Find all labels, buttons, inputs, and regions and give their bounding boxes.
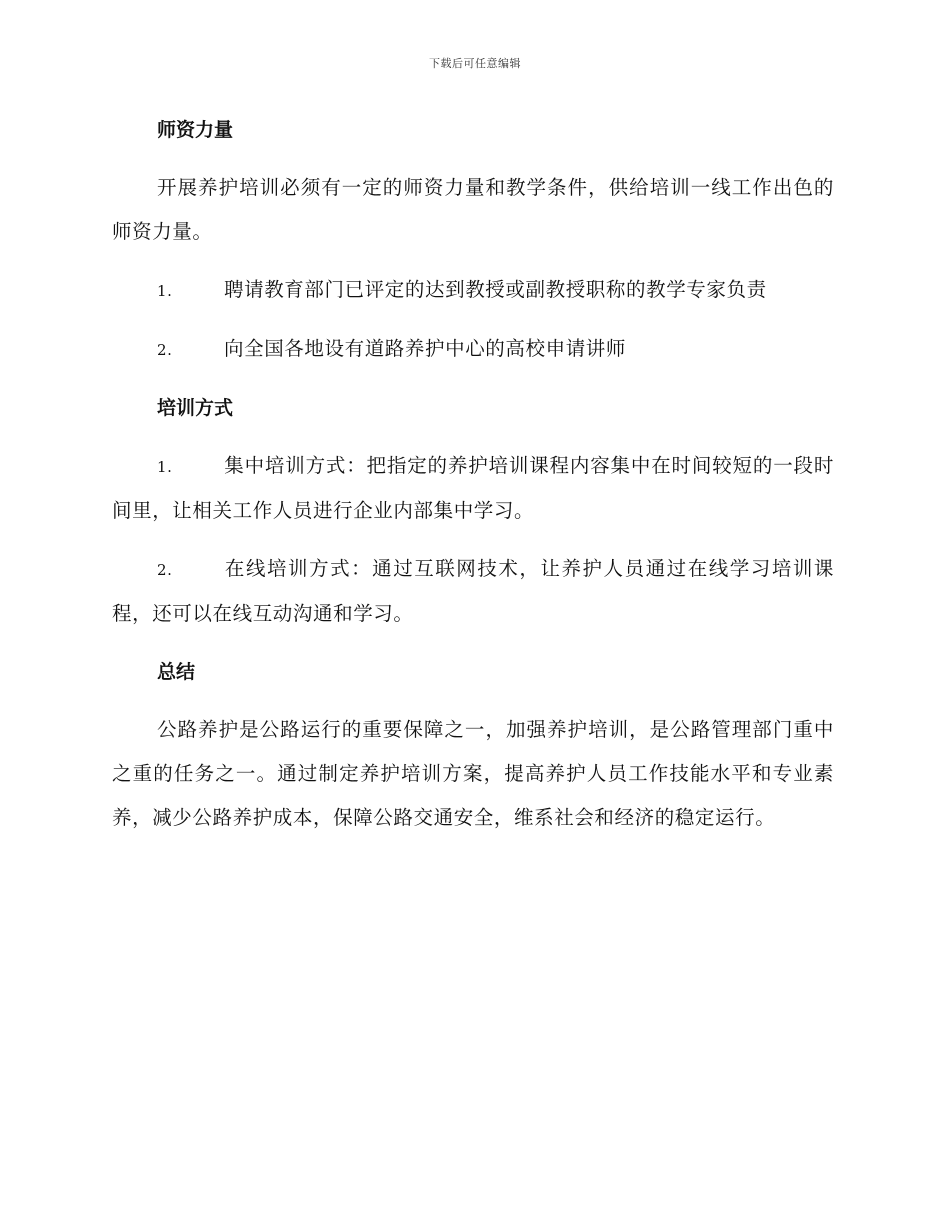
list-item bbox=[112, 547, 834, 636]
section-heading: 师资力量 bbox=[157, 119, 234, 141]
list-item-text: 聘请教育部门已评定的达到教授或副教授职称的教学专家负责 bbox=[224, 278, 767, 301]
list-item bbox=[112, 268, 834, 313]
list-item bbox=[112, 327, 834, 372]
list-item-number: 1. bbox=[157, 282, 173, 300]
list-item-text: 集中培训方式：把指定的养护培训课程内容集中在时间较短的一段时间里，让相关工作人员进行企业内部集中学习。 bbox=[112, 454, 834, 522]
list-item-number: 2. bbox=[157, 341, 173, 359]
document-body bbox=[112, 108, 834, 854]
page-header-note: 下载后可任意编辑 bbox=[429, 57, 521, 70]
section-paragraph: 开展养护培训必须有一定的师资力量和教学条件，供给培训一线工作出色的师资力量。 bbox=[112, 176, 834, 243]
section-heading: 培训方式 bbox=[157, 397, 234, 419]
list-item bbox=[112, 444, 834, 533]
list-item-text: 向全国各地设有道路养护中心的高校申请讲师 bbox=[224, 337, 627, 360]
list-item-text: 在线培训方式：通过互联网技术，让养护人员通过在线学习培训课程，还可以在线互动沟通和学习。 bbox=[112, 557, 834, 625]
section-paragraph: 公路养护是公路运行的重要保障之一，加强养护培训，是公路管理部门重中之重的任务之一。通过制定养护培训方案，提高养护人员工作技能水平和专业素养，减少公路养护成本，保障公路交通安全，维系社会和经济的稳定运行。 bbox=[112, 718, 834, 829]
list-item-number: 1. bbox=[157, 458, 173, 476]
section-heading: 总结 bbox=[157, 661, 196, 683]
list-item-number: 2. bbox=[157, 561, 173, 579]
